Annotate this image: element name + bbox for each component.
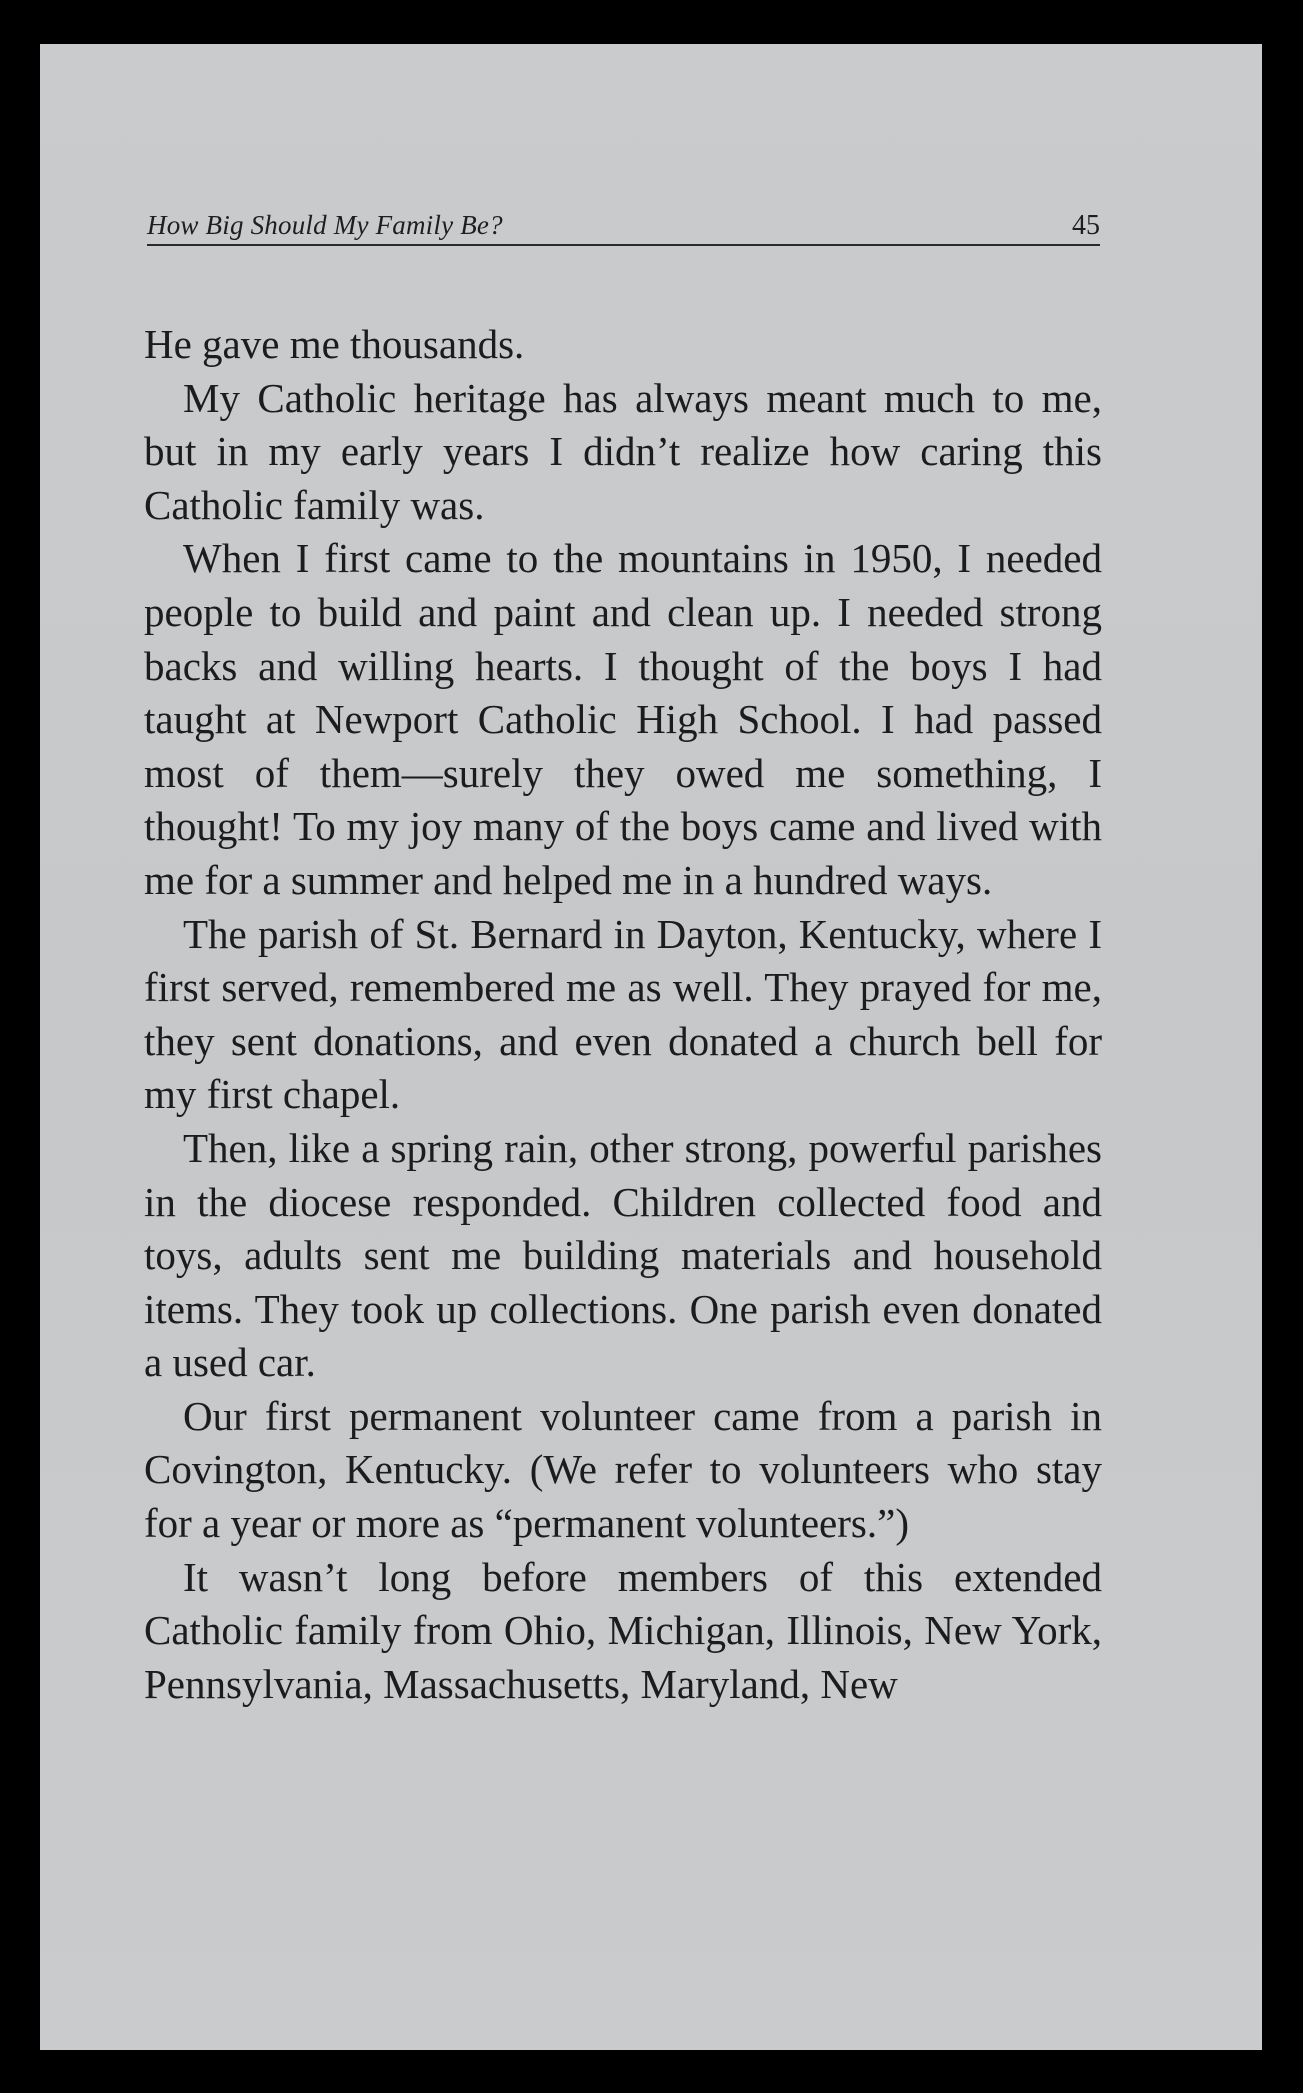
paragraph: It wasn’t long before members of this extended Catholic family from Ohio, Michigan, Illinois, New York, Pennsylvania, Massachusetts, Maryland, New xyxy=(144,1553,1102,1707)
running-title: How Big Should My Family Be? xyxy=(147,210,503,240)
running-header xyxy=(147,206,1100,246)
page-number: 45 xyxy=(1072,210,1100,241)
paragraph: He gave me thousands. xyxy=(144,321,525,367)
paragraph: Then, like a spring rain, other strong, powerful parishes in the diocese responded. Children collected food and toys, adults sent me building materials and household items. They took up collections. One parish even donated a used car. xyxy=(144,1124,1102,1386)
body-text xyxy=(144,318,1102,1711)
paragraph: The parish of St. Bernard in Dayton, Kentucky, where I first served, remembered me as well. They prayed for me, they sent donations, and even donated a church bell for my first chapel. xyxy=(144,910,1102,1118)
paragraph: My Catholic heritage has always meant much to me, but in my early years I didn’t realize how caring this Catholic family was. xyxy=(144,374,1102,528)
paragraph: Our first permanent volunteer came from a parish in Covington, Kentucky. (We refer to volunteers who stay for a year or more as “permanent volunteers.”) xyxy=(144,1392,1102,1547)
paragraph: When I first came to the mountains in 1950, I needed people to build and paint and clean up. I needed strong backs and willing hearts. I thought of the boys I had taught at Newport Catholic High School. I had passed most of them—surely they owed me something, I thought! To my joy many of the boys came and lived with me for a summer and helped me in a hundred ways. xyxy=(144,535,1102,903)
